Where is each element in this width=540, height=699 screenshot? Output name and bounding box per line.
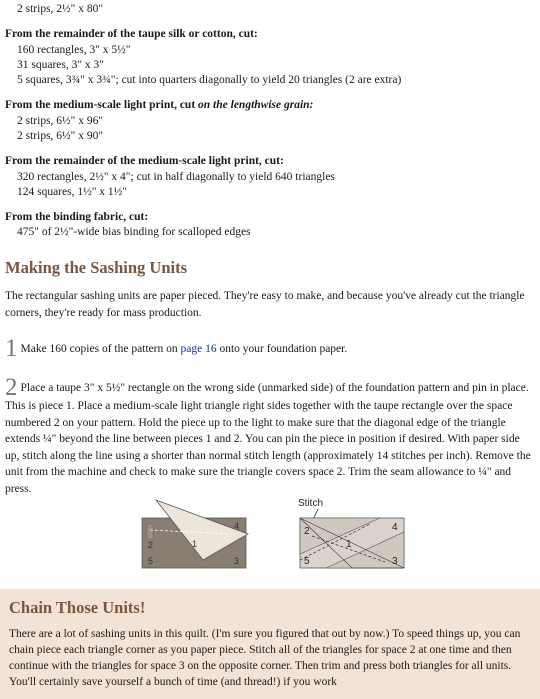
intro-paragraph: The rectangular sashing units are paper pieced. They're easy to make, and because you've already cut the triangle corners, they're ready for mass production. [5, 290, 525, 319]
taupe-item: 31 squares, 3" x 3" [17, 59, 105, 71]
binding-item: 475" of 2½"-wide bias binding for scalloped edges [17, 226, 251, 238]
medium-heading-emphasis: on the lengthwise grain: [198, 99, 314, 111]
binding-heading: From the binding fabric, cut: [5, 211, 149, 223]
right-label: 1 [346, 539, 352, 550]
medium-heading [5, 98, 313, 112]
section-title: Making the Sashing Units [5, 258, 188, 277]
step-2 [5, 374, 533, 497]
piecing-diagrams [0, 494, 540, 584]
page-16-link[interactable]: page 16 [180, 343, 217, 355]
step-1-text: Make 160 copies of the pattern on [20, 343, 181, 355]
right-label: 2 [304, 526, 310, 537]
stitch-callout: Stitch [298, 498, 324, 509]
step-1-number: 1 [5, 335, 18, 362]
remainder-item: 320 rectangles, 2½" x 4"; cut in half diagonally to yield 640 triangles [17, 171, 335, 183]
right-label: 3 [392, 556, 398, 567]
tip-box [0, 589, 540, 699]
tip-title: Chain Those Units! [9, 598, 146, 617]
medium-item: 2 strips, 6½" x 96" [17, 115, 104, 127]
step-2-number: 2 [5, 374, 18, 401]
taupe-item: 160 rectangles, 3" x 5½" [17, 44, 131, 56]
left-label: 5 [148, 556, 154, 566]
left-label: 2 [148, 540, 154, 550]
left-diagram [142, 500, 248, 568]
remainder-item: 124 squares, 1½" x 1½" [17, 186, 128, 198]
tip-text: There are a lot of sashing units in this quilt. (I'm sure you figured that out by now.) To speed things up, you can chain piece each triangle corner as you paper piece. Stitch all of the triangles for space 2 at one time and then continue with the triangles for space 3 on the opposite corner. Then trim and press both triangles for all units. You'll certainly save yourself a bunch of time (and thread!) if you work [9, 628, 521, 688]
left-label: 3 [234, 556, 240, 566]
cut-line-top: 2 strips, 2½" x 80" [17, 3, 104, 15]
right-label: 5 [304, 556, 310, 567]
step-1 [5, 335, 533, 362]
taupe-heading: From the remainder of the taupe silk or cotton, cut: [5, 28, 258, 40]
medium-heading-text: From the medium-scale light print, cut [5, 99, 199, 111]
step-2-text: Place a taupe 3" x 5½" rectangle on the wrong side (unmarked side) of the foundation pattern and pin in place. This is piece 1. Place a medium-scale light triangle right sides together with the taupe rectangle over the space numbered 2 on your pattern. Hold the piece up to the light to make sure that the diagonal edge of the triangle extends ¼" beyond the line between pieces 1 and 2. You can pin the piece in position if desired. With paper side up, stitch along the line using a shorter than normal stitch length (approximately 14 stitches per inch). Remove the unit from the machine and check to make sure the triangle covers space 2. Trim the seam allowance to ¼" and press. [5, 382, 531, 495]
remainder-heading: From the remainder of the medium-scale light print, cut: [5, 155, 284, 167]
foundation-corner-mark [147, 524, 153, 539]
right-diagram [298, 498, 404, 568]
left-label: 4 [234, 521, 240, 531]
medium-item: 2 strips, 6½" x 90" [17, 130, 104, 142]
right-label: 4 [392, 522, 398, 533]
taupe-item: 5 squares, 3¾" x 3¾"; cut into quarters diagonally to yield 20 triangles (2 are extra) [17, 74, 402, 86]
left-label: 1 [192, 539, 198, 549]
step-1-text-end: onto your foundation paper. [216, 343, 348, 355]
